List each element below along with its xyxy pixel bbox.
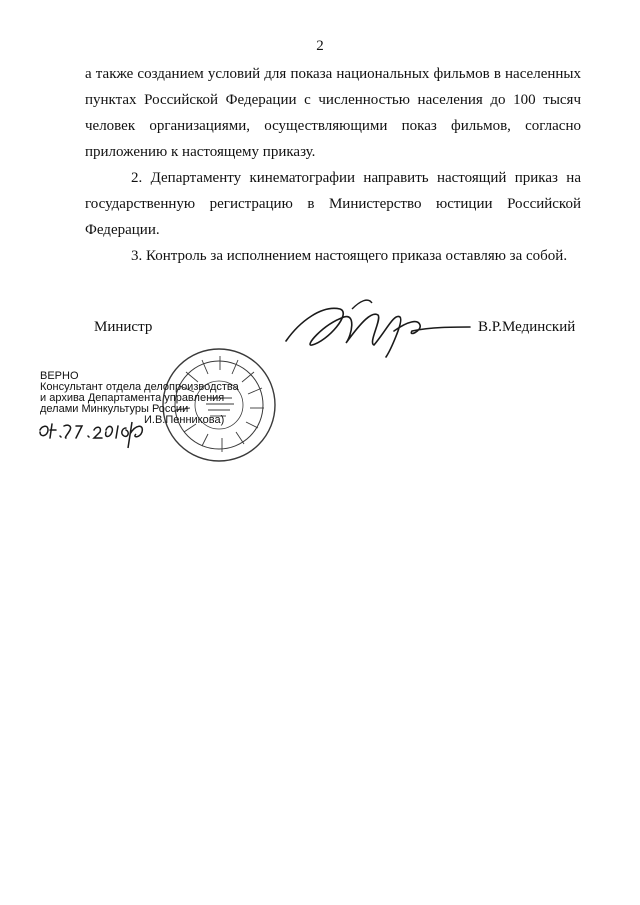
handwritten-signature [282,291,472,361]
signatory-name: В.Р.Мединский [478,319,576,335]
paragraph-line: 2. Департаменту кинематографии направить настоящий приказ на [131,170,581,186]
paragraph-line: человек организациями, осуществляющими показ фильмов, согласно [85,118,581,134]
paragraph-3 [85,243,581,269]
paragraph-line: Федерации. [85,222,160,238]
paragraph-1 [85,61,581,165]
certification-line: Консультант отдела делопроизводства [40,381,239,393]
paragraph-2 [85,165,581,243]
paragraph-line: 3. Контроль за исполнением настоящего приказа оставляю за собой. [131,248,568,264]
signatory-title: Министр [94,319,153,335]
paragraph-line: а также созданием условий для показа национальных фильмов в населенных [85,66,581,82]
certification-line: делами Минкультуры России [40,403,189,415]
paragraph-line: приложению к настоящему приказу. [85,144,316,160]
page-number: 2 [316,38,324,54]
certification-line: и архива Департамента управления [40,392,225,404]
paragraph-line: государственную регистрацию в Министерство юстиции Российской [85,196,581,212]
paragraph-line: пунктах Российской Федерации с численностью населения до 100 тысяч [85,92,581,108]
document-body [85,61,581,269]
certification-name: И.В.Пенникова) [144,414,225,426]
certification-verno: ВЕРНО [40,370,79,382]
handwritten-date-and-initials [36,416,148,450]
